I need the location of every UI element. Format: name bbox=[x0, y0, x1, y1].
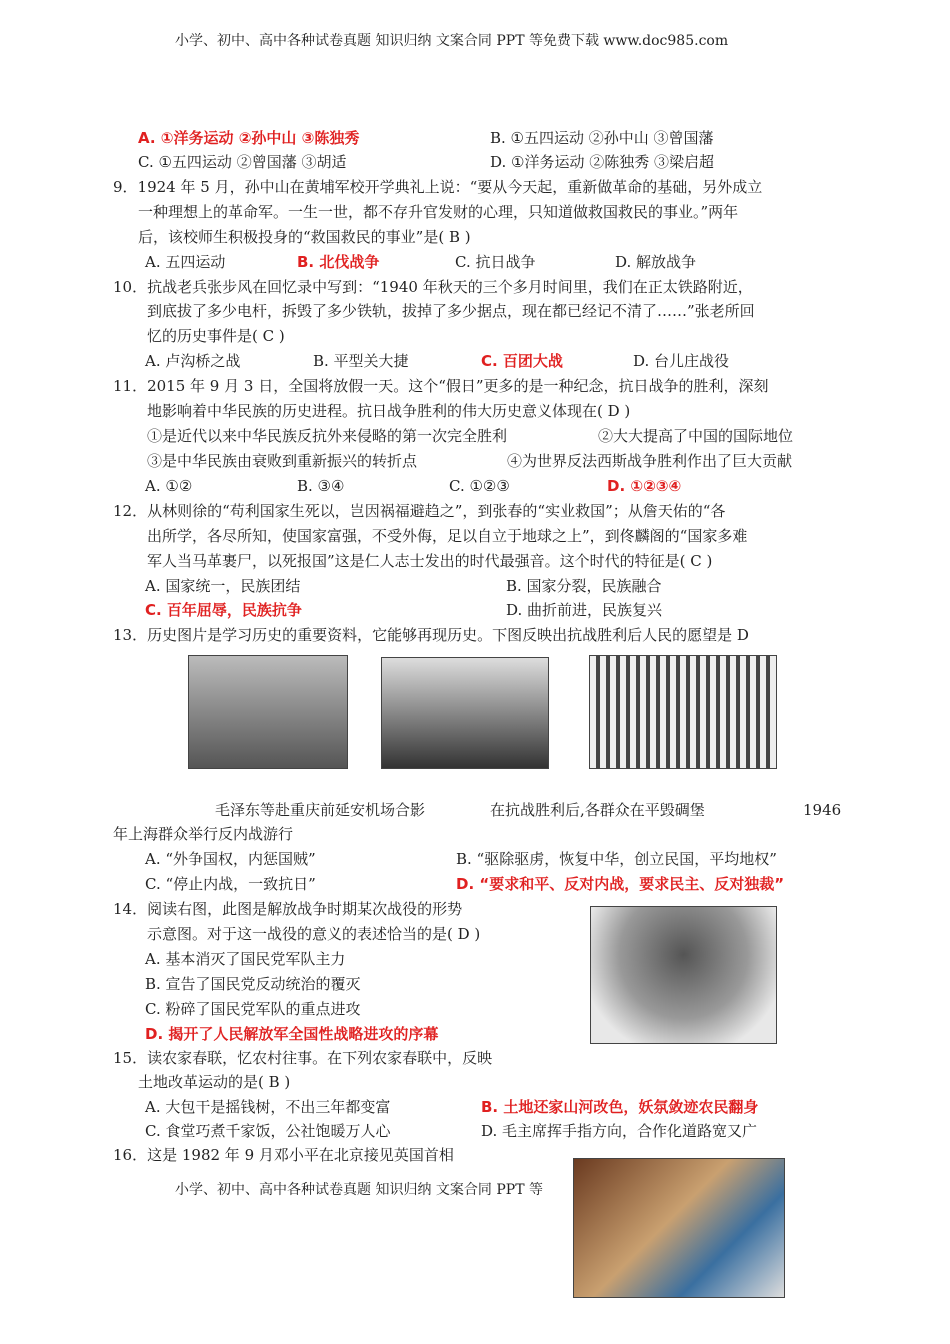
q15-option-b: B. 土地还家山河改色，妖氛敛迹农民翻身 bbox=[481, 1098, 759, 1116]
q13-option-d: D. “要求和平、反对内战，要求民主、反对独裁” bbox=[456, 875, 785, 893]
q13-option-a: A. “外争国权，内惩国贼” bbox=[145, 850, 316, 868]
q12-option-b: B. 国家分裂，民族融合 bbox=[506, 577, 662, 595]
q9-option-c: C. 抗日战争 bbox=[455, 253, 536, 271]
caption: 在抗战胜利后,各群众在平毁碉堡 bbox=[490, 801, 705, 819]
q12-line: 12．从林则徐的“苟利国家生死以，岂因祸福避趋之”，到张春的“实业救国”；从詹天佑的“各 bbox=[113, 502, 726, 520]
q8-option-a: A. ①洋务运动 ②孙中山 ③陈独秀 bbox=[138, 129, 360, 147]
page-header: 小学、初中、高中各种试卷真题 知识归纳 文案合同 PPT 等免费下载 www.doc985.com bbox=[175, 33, 729, 49]
q15-option-a: A. 大包干是摇钱树，不出三年都变富 bbox=[145, 1098, 391, 1116]
q10-option-a: A. 卢沟桥之战 bbox=[145, 352, 241, 370]
q11-statement: ③是中华民族由衰败到重新振兴的转折点 bbox=[147, 452, 418, 470]
caption: 1946 bbox=[803, 801, 842, 819]
q11-option-a: A. ①② bbox=[145, 477, 193, 495]
q14-option-b: B. 宣告了国民党反动统治的覆灭 bbox=[145, 975, 361, 993]
q12-option-c: C. 百年屈辱，民族抗争 bbox=[145, 601, 302, 619]
q14-option-c: C. 粉碎了国民党军队的重点进攻 bbox=[145, 1000, 361, 1018]
q9-line: 一种理想上的革命军。一生一世，都不存升官发财的心理，只知道做救国救民的事业。”两年 bbox=[138, 203, 739, 221]
photo-shanghai-protest bbox=[589, 655, 777, 769]
caption: 毛泽东等赴重庆前延安机场合影 bbox=[215, 801, 426, 819]
q14-line: 示意图。对于这一战役的意义的表述恰当的是( D ) bbox=[147, 925, 481, 943]
q13-line: 13．历史图片是学习历史的重要资料，它能够再现历史。下图反映出抗战胜利后人民的愿望是 D bbox=[113, 626, 749, 644]
q11-statement: ②大大提高了中国的国际地位 bbox=[598, 427, 794, 445]
q14-option-d: D. 揭开了人民解放军全国性战略进攻的序幕 bbox=[145, 1025, 439, 1043]
q8-option-b: B. ①五四运动 ②孙中山 ③曾国藩 bbox=[490, 129, 714, 147]
q14-option-a: A. 基本消灭了国民党军队主力 bbox=[145, 950, 346, 968]
q11-option-c: C. ①②③ bbox=[449, 477, 510, 495]
q11-statement: ④为世界反法西斯战争胜利作出了巨大贡献 bbox=[507, 452, 793, 470]
q11-line: 地影响着中华民族的历史进程。抗日战争胜利的伟大历史意义体现在( D ) bbox=[147, 402, 631, 420]
q11-option-d: D. ①②③④ bbox=[607, 477, 682, 495]
q15-option-d: D. 毛主席挥手指方向，合作化道路宽又广 bbox=[481, 1122, 758, 1140]
q10-option-b: B. 平型关大捷 bbox=[313, 352, 409, 370]
q8-option-d: D. ①洋务运动 ②陈独秀 ③梁启超 bbox=[490, 153, 715, 171]
q12-option-d: D. 曲折前进，民族复兴 bbox=[506, 601, 663, 619]
photo-destroying-blockhouse bbox=[381, 657, 549, 769]
q12-line: 出所学，各尽所知，使国家富强，不受外侮，足以自立于地球之上”，到佟麟阁的“国家多难 bbox=[147, 527, 748, 545]
q11-line: 11．2015 年 9 月 3 日，全国将放假一天。这个“假日”更多的是一种纪念，抗日战争的胜利，深刻 bbox=[113, 377, 769, 395]
q15-line: 15．读农家春联，忆农村往事。在下列农家春联中，反映 bbox=[113, 1049, 493, 1067]
q10-option-c: C. 百团大战 bbox=[481, 352, 563, 370]
photo-yanan-airport bbox=[188, 655, 348, 769]
q9-line: 9．1924 年 5 月，孙中山在黄埔军校开学典礼上说：“要从今天起，重新做革命的基础，另外成立 bbox=[113, 178, 763, 196]
photo-deng-thatcher bbox=[573, 1158, 785, 1298]
q15-option-c: C. 食堂巧煮千家饭，公社饱暖万人心 bbox=[145, 1122, 391, 1140]
q11-option-b: B. ③④ bbox=[297, 477, 345, 495]
q16-line: 16．这是 1982 年 9 月邓小平在北京接见英国首相 bbox=[113, 1146, 454, 1164]
q13-option-c: C. “停止内战，一致抗日” bbox=[145, 875, 316, 893]
q9-line: 后，该校师生积极投身的“救国救民的事业”是( B ) bbox=[138, 228, 471, 246]
q10-line: 到底拔了多少电杆，拆毁了多少铁轨，拔掉了多少据点，现在都已经记不清了……”张老所回 bbox=[147, 302, 755, 320]
q9-option-b: B. 北伐战争 bbox=[297, 253, 380, 271]
q13-option-b: B. “驱除驱虏，恢复中华，创立民国，平均地权” bbox=[456, 850, 777, 868]
battle-map bbox=[590, 906, 777, 1044]
page-footer: 小学、初中、高中各种试卷真题 知识归纳 文案合同 PPT 等 bbox=[175, 1182, 543, 1198]
caption: 年上海群众举行反内战游行 bbox=[113, 825, 294, 843]
q10-line: 10．抗战老兵张步风在回忆录中写到：“1940 年秋天的三个多月时间里，我们在正太铁路附近， bbox=[113, 278, 753, 296]
q9-option-a: A. 五四运动 bbox=[145, 253, 226, 271]
q12-line: 军人当马革裹尸，以死报国”这是仁人志士发出的时代最强音。这个时代的特征是( C ) bbox=[147, 552, 713, 570]
q11-statement: ①是近代以来中华民族反抗外来侵略的第一次完全胜利 bbox=[147, 427, 508, 445]
q10-line: 忆的历史事件是( C ) bbox=[147, 327, 285, 345]
q10-option-d: D. 台儿庄战役 bbox=[633, 352, 730, 370]
q8-option-c: C. ①五四运动 ②曾国藩 ③胡适 bbox=[138, 153, 347, 171]
q14-line: 14．阅读右图，此图是解放战争时期某次战役的形势 bbox=[113, 900, 463, 918]
q12-option-a: A. 国家统一，民族团结 bbox=[145, 577, 301, 595]
q15-line: 土地改革运动的是( B ) bbox=[138, 1073, 291, 1091]
q9-option-d: D. 解放战争 bbox=[615, 253, 697, 271]
